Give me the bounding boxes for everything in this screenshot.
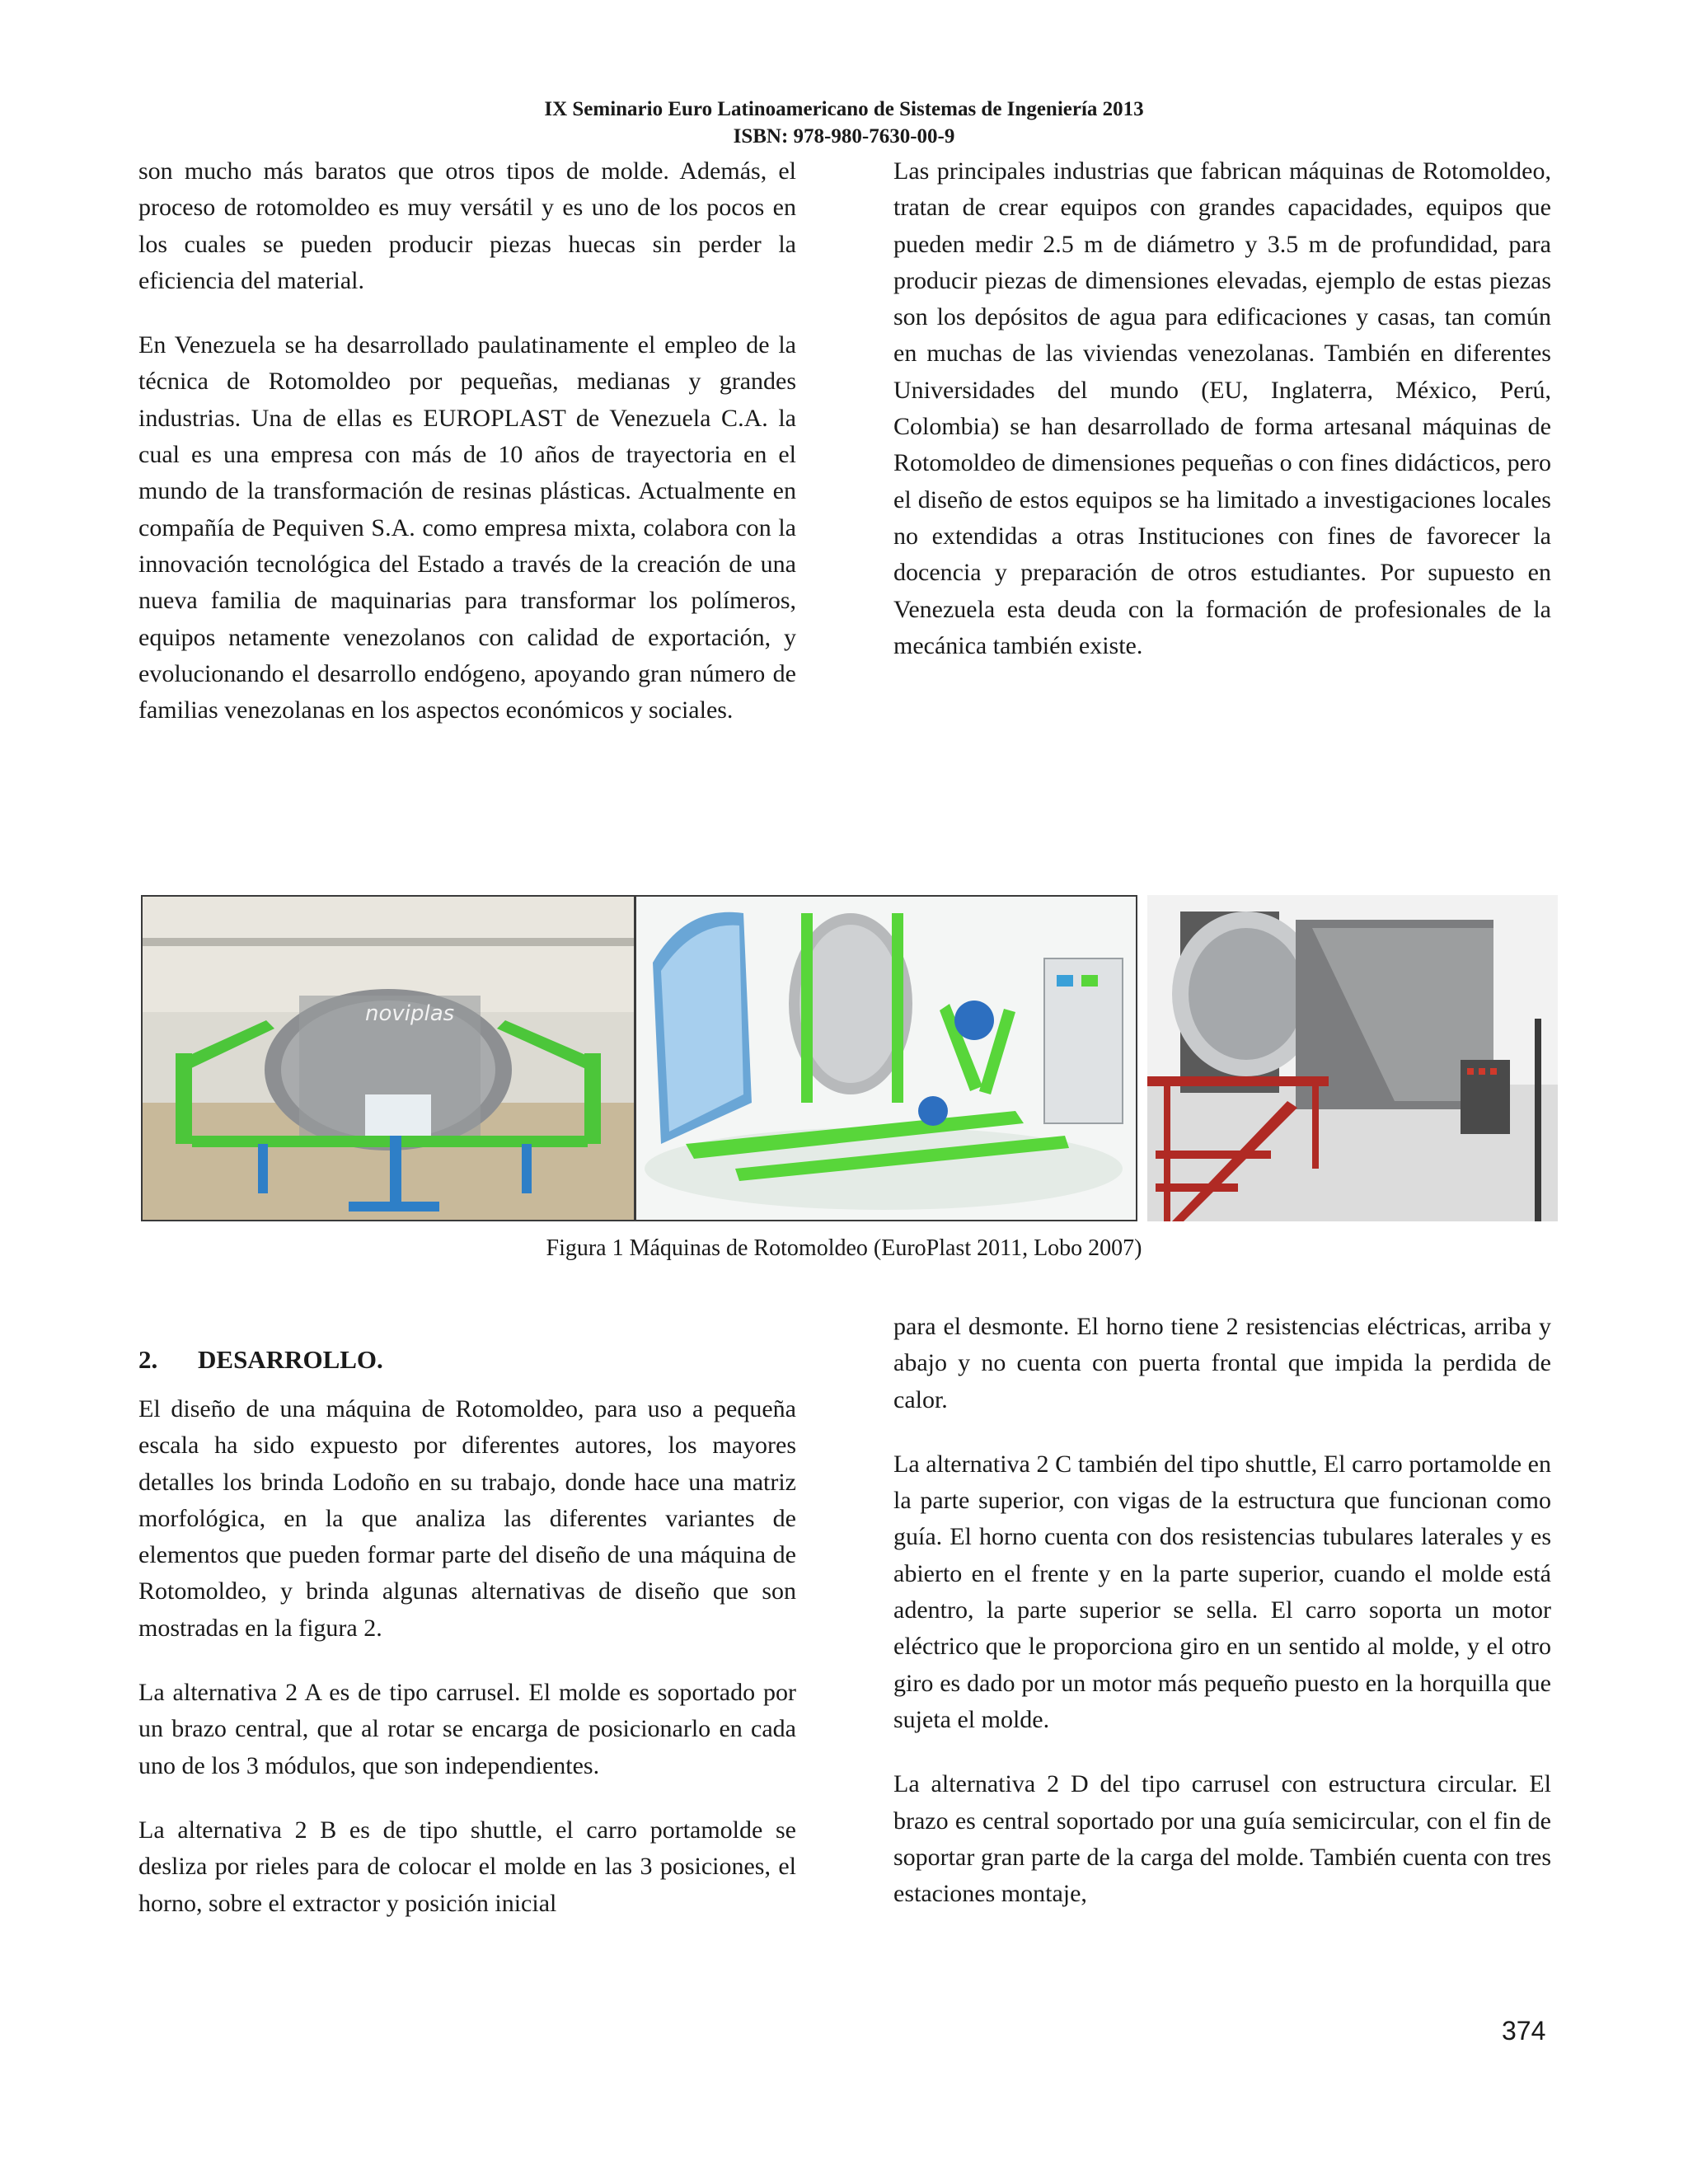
paragraph: El diseño de una máquina de Rotomoldeo, para uso a pequeña escala ha sido expuesto por diferentes autores, los mayores detalles los brinda Lodoño en su trabajo, donde hace una matriz morfológica, en la que analiza las diferentes variantes de elementos que pueden formar parte del diseño de una máquina de Rotomoldeo, y brinda algunas alternativas de diseño que son mostradas en la figura 2.	[138, 1395, 796, 1642]
isbn-line: ISBN: 978-980-7630-00-9	[733, 125, 955, 148]
conference-title: IX Seminario Euro Latinoamericano de Sistemas de Ingeniería 2013	[544, 98, 1144, 120]
top-right-column	[893, 153, 1551, 664]
paragraph: son mucho más baratos que otros tipos de molde. Además, el proceso de rotomoldeo es muy versátil y es uno de los pocos en los cuales se pueden producir piezas huecas sin perder la eficiencia del material.	[138, 157, 796, 294]
paragraph: La alternativa 2 A es de tipo carrusel. El molde es soportado por un brazo central, que al rotar se encarga de posicionarlo en cada uno de los 3 módulos, que son independientes.	[138, 1679, 796, 1779]
paragraph: La alternativa 2 B es de tipo shuttle, el carro portamolde se desliza por rieles para de colocar el molde en las 3 posiciones, el horno, sobre el extractor y posición inicial	[138, 1816, 796, 1917]
figure-photo-noviplas-machine	[141, 895, 635, 1221]
bottom-left-column	[138, 1342, 796, 1922]
paragraph: La alternativa 2 D del tipo carrusel con estructura circular. El brazo es central soportado por una guía semicircular, con el fin de soportar gran parte de la carga del molde. También cuenta con tres estaciones montaje,	[893, 1770, 1551, 1908]
noviplas-logo-text: noviplas	[365, 1001, 455, 1026]
figure-caption: Figura 1 Máquinas de Rotomoldeo (EuroPlast 2011, Lobo 2007)	[546, 1235, 1142, 1261]
section-number: 2.	[138, 1345, 158, 1374]
noviplas-machine-image	[143, 897, 634, 1220]
section-heading	[138, 1342, 796, 1378]
paragraph: La alternativa 2 C también del tipo shuttle, El carro portamolde en la parte superior, con vigas de la estructura que funcionan como guía. El horno cuenta con dos resistencias tubulares laterales y es abierto en el frente y en la parte superior, cuando el molde está adentro, la parte superior se sella. El carro soporta un motor eléctrico que le proporciona giro en un sentido al molde, y el otro giro es dado por un motor más pequeño puesto en la horquilla que sujeta el molde.	[893, 1450, 1551, 1733]
green-shuttle-machine-image	[636, 897, 1136, 1220]
paragraph: Las principales industrias que fabrican máquinas de Rotomoldeo, tratan de crear equipos con grandes capacidades, equipos que pueden medir 2.5 m de diámetro y 3.5 m de profundidad, para producir piezas de dimensiones elevadas, ejemplo de estas piezas son los depósitos de agua para edificaciones y casas, tan común en muchas de las viviendas venezolanas. También en diferentes Universidades del mundo (EU, Inglaterra, México, Perú, Colombia) se han desarrollado de forma artesanal máquinas de Rotomoldeo de dimensiones pequeñas o con fines didácticos, pero el diseño de estos equipos se ha limitado a investigaciones locales no extendidas a otras Instituciones con fines de favorecer la docencia y preparación de otros estudiantes. Por supuesto en Venezuela esta deuda con la formación de profesionales de la mecánica también existe.	[893, 157, 1551, 659]
top-left-column	[138, 153, 796, 729]
paragraph: para el desmonte. El horno tiene 2 resistencias eléctricas, arriba y abajo y no cuenta con puerta frontal que impida la perdida de calor.	[893, 1313, 1551, 1413]
carousel-machine-image	[1147, 895, 1558, 1221]
figure-photo-carousel-machine-stairs	[1147, 895, 1558, 1221]
bottom-right-column	[893, 1309, 1551, 1912]
paragraph: En Venezuela se ha desarrollado paulatinamente el empleo de la técnica de Rotomoldeo por pequeñas, medianas y grandes industrias. Una de ellas es EUROPLAST de Venezuela C.A. la cual es una empresa con más de 10 años de trayectoria en el mundo de la transformación de resinas plásticas. Actualmente en compañía de Pequiven S.A. como empresa mixta, colabora con la innovación tecnológica del Estado a través de la creación de una nueva familia de maquinarias para transformar los polímeros, equipos netamente venezolanos con calidad de exportación, y evolucionando el desarrollo endógeno, apoyando gran número de familias venezolanas en los aspectos económicos y sociales.	[138, 331, 796, 724]
figure-photo-green-shuttle-machine	[635, 895, 1137, 1221]
section-title: DESARROLLO.	[198, 1345, 383, 1374]
page-number: 374	[1502, 2016, 1546, 2046]
